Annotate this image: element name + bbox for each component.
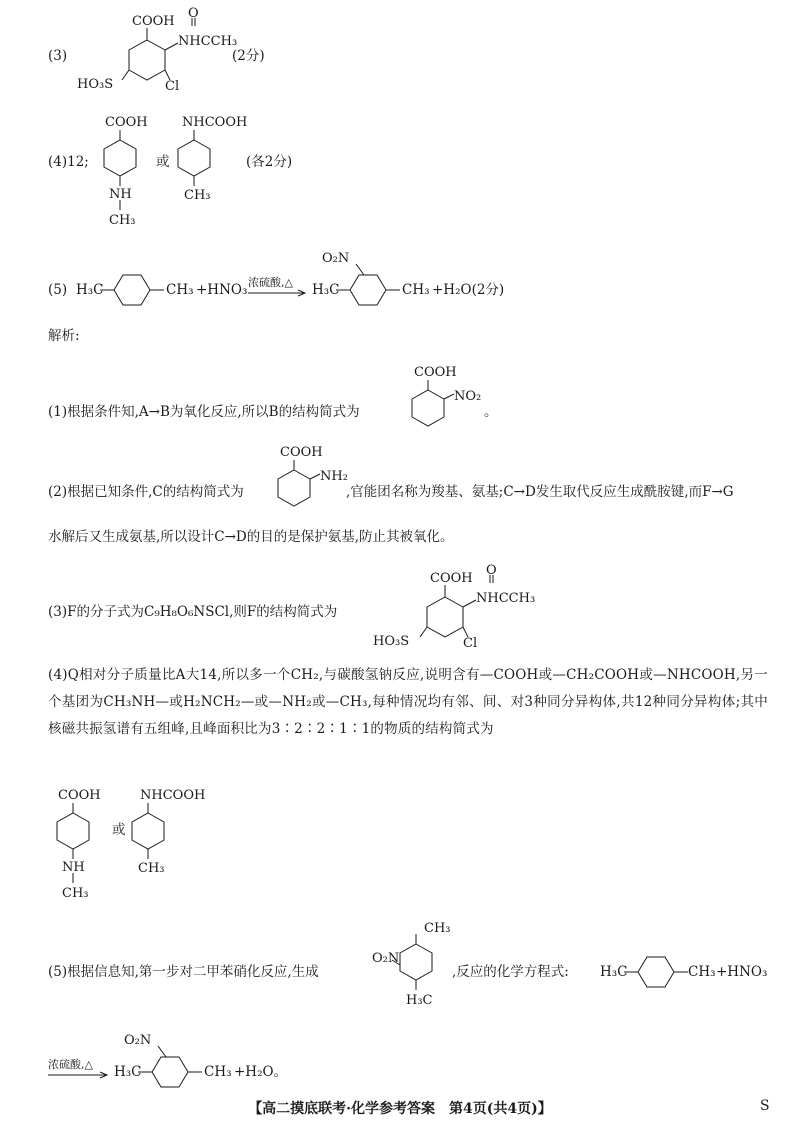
answer-3-score: (2分) xyxy=(232,48,265,64)
o2n-label: O₂N xyxy=(124,1033,152,1048)
analysis-p5-rhs-ch3: CH₃ xyxy=(204,1064,232,1080)
cooh-label: COOH xyxy=(430,571,473,586)
analysis-p5-ch3: CH₃ xyxy=(688,964,716,980)
answer-5-rhs-ch3: CH₃ xyxy=(402,282,430,298)
nh-label: NH xyxy=(62,860,85,875)
analysis-p2c: 水解后又生成氨基,所以设计C→D的目的是保护氨基,防止其被氧化。 xyxy=(48,529,454,545)
ch3-label: CH₃ xyxy=(109,213,136,228)
analysis-4-or: 或 xyxy=(112,822,126,838)
analysis-4-structure-2 xyxy=(126,785,216,875)
analysis-p1: (1)根据条件知,A→B为氧化反应,所以B的结构简式为 xyxy=(48,404,360,420)
cooh-label: COOH xyxy=(280,445,323,460)
answer-5-rhs-h3c: H₃C xyxy=(312,282,340,298)
analysis-p5-rhs-end: +H₂O。 xyxy=(234,1064,288,1080)
answer-5-condition: 浓硫酸,△ xyxy=(248,276,293,289)
o2n-label: O₂N xyxy=(322,251,350,266)
o2n-label: O₂N xyxy=(372,951,400,966)
answer-4-label: (4)12; xyxy=(48,154,89,170)
answer-4-score: (各2分) xyxy=(246,154,293,170)
analysis-5-condition: 浓硫酸,△ xyxy=(48,1058,93,1071)
answer-5-lhs-ch3: CH₃ xyxy=(166,282,194,298)
sulfonic-label: HO₃S xyxy=(77,77,114,92)
amide-label: NHCCH₃ xyxy=(476,591,536,606)
answer-5-lhs-ring xyxy=(100,270,170,310)
structure-c xyxy=(262,442,352,508)
ch3-label: CH₃ xyxy=(184,188,211,203)
analysis-p2a: (2)根据已知条件,C的结构简式为 xyxy=(48,484,244,500)
answer-3-label: (3) xyxy=(48,48,68,64)
ch3-label: CH₃ xyxy=(62,886,89,901)
nhcooh-label: NHCOOH xyxy=(182,115,248,130)
carbonyl-o-label: O xyxy=(188,6,199,21)
analysis-p4: (4)Q相对分子质量比A大14,所以多一个CH₂,与碳酸氢钠反应,说明含有—COOH或—CH₂COOH或—NHCOOH,另一个基团为CH₃NH—或H₂NCH₂—或—NH₂或—CH₃,每种情况均有邻、间、对3种同分异构体,共12种同分异构体;其中核磁共振氢谱有五组峰,且峰面积比为3∶2∶2∶1∶1的物质的结构简式为 xyxy=(48,667,768,737)
carbonyl-o-label: O xyxy=(486,563,497,578)
sulfonic-label: HO₃S xyxy=(373,634,410,649)
analysis-p5-hno3: +HNO₃ xyxy=(716,964,768,980)
cooh-label: COOH xyxy=(132,14,175,29)
answer-3-structure xyxy=(70,8,240,98)
chloro-label: Cl xyxy=(165,79,180,94)
cooh-label: COOH xyxy=(414,365,457,380)
structure-b xyxy=(396,362,486,428)
analysis-heading: 解析: xyxy=(48,328,80,344)
analysis-p5-h3c: H₃C xyxy=(600,964,628,980)
nhcooh-label: NHCOOH xyxy=(140,788,206,803)
analysis-p2b: ,官能团名称为羧基、氨基;C→D发生取代反应生成酰胺键,而F→G xyxy=(346,484,734,500)
answer-5-rhs-h2o: +H₂O(2分) xyxy=(432,282,505,298)
answer-4-structure-1 xyxy=(95,112,175,232)
nitro-xylene-structure xyxy=(370,918,450,1014)
analysis-p5a: (5)根据信息知,第一步对二甲苯硝化反应,生成 xyxy=(48,964,319,980)
answer-5-lhs-hno3: +HNO₃ xyxy=(196,282,248,298)
nh2-label: NH₂ xyxy=(320,469,348,484)
answer-5-lhs-h3c: H₃C xyxy=(76,282,104,298)
analysis-p1-end: 。 xyxy=(484,404,498,420)
amide-label: NHCCH₃ xyxy=(178,34,238,49)
analysis-p3: (3)F的分子式为C₉H₈O₆NSCl,则F的结构简式为 xyxy=(48,604,338,620)
ch3-label: CH₃ xyxy=(424,921,451,936)
analysis-4-structure-1 xyxy=(48,785,128,905)
answer-5-label: (5) xyxy=(48,282,68,298)
page-footer: 【高二摸底联考·化学参考答案 第4页(共4页)】 xyxy=(248,1101,552,1117)
analysis-5-lhs-ring xyxy=(624,952,694,992)
ch3-label: CH₃ xyxy=(138,861,165,876)
footer-corner-mark: S xyxy=(760,1098,770,1114)
h3c-label: H₃C xyxy=(406,993,433,1008)
no2-label: NO₂ xyxy=(454,389,482,404)
cooh-label: COOH xyxy=(105,115,148,130)
chloro-label: Cl xyxy=(463,636,478,651)
analysis-p5-rhs-h3c: H₃C xyxy=(114,1064,142,1080)
cooh-label: COOH xyxy=(58,788,101,803)
reaction-arrow xyxy=(48,1072,110,1078)
structure-f xyxy=(368,565,538,655)
reaction-arrow xyxy=(248,290,308,296)
answer-4-or: 或 xyxy=(156,154,170,170)
analysis-p5b: ,反应的化学方程式: xyxy=(452,964,569,980)
nh-label: NH xyxy=(109,187,132,202)
